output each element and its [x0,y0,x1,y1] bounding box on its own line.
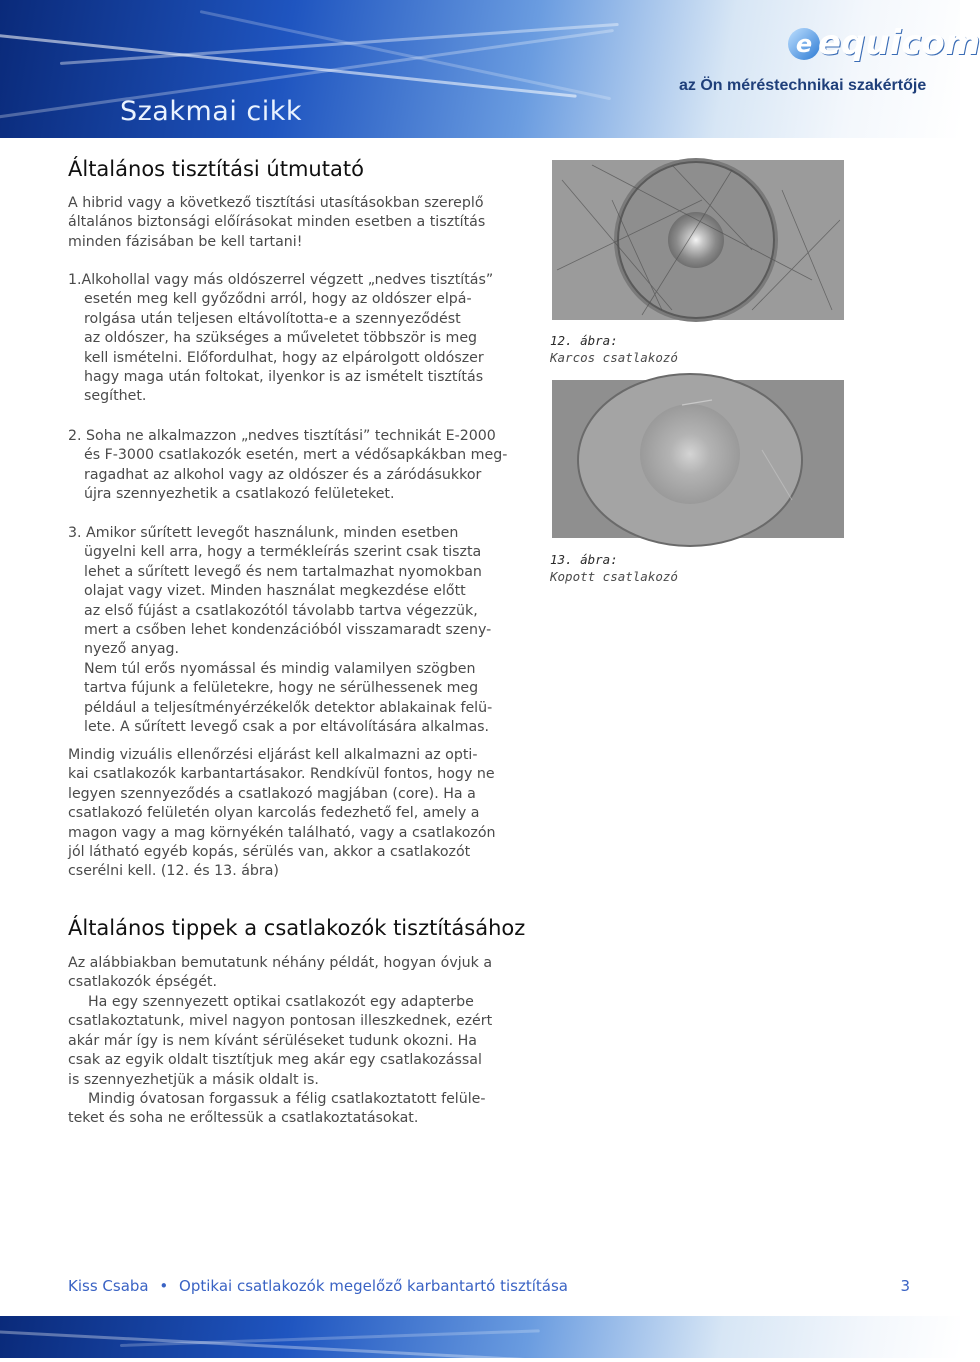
footer-separator: • [159,1277,169,1295]
bottom-banner [0,1316,960,1358]
tips-paragraph-3 [68,1090,508,1129]
text-line: olajat vagy vizet. Minden használat megkezdése előtt [84,583,466,600]
text-line: 3. Amikor sűrített levegőt használunk, minden esetben [68,525,459,541]
text-line: csatlakoztatunk, mivel nagyon pontosan illeszkednek, ezért [68,1013,493,1030]
figure-12-image [552,160,844,320]
text-line: például a teljesítményérzékelők detektor ablakainak felü- [84,699,493,716]
equicom-logo [788,22,980,64]
header-banner [0,0,980,138]
tips-paragraph-1 [68,954,508,993]
text-line: Ha egy szennyezett optikai csatlakozót egy adapterbe [88,994,474,1010]
text-line: csak az egyik oldalt tisztítjuk meg akár egy csatlakozással [68,1052,482,1069]
text-line: cserélni kell. (12. és 13. ábra) [68,863,279,880]
decorative-streak [60,23,619,65]
visual-inspection-paragraph [68,746,508,882]
figure-number: 13. ábra: [550,552,618,567]
text-line: teket és soha ne erőltessük a csatlakoztatásokat. [68,1110,419,1127]
text-line: általános biztonsági előírásokat minden esetben a tisztítás [68,214,486,231]
text-line: Mindig vizuális ellenőrzési eljárást kell alkalmazni az opti- [68,747,478,763]
figure-13-caption [550,551,678,585]
text-line: Nem túl erős nyomással és mindig valamilyen szögben [84,660,476,677]
text-line: Mindig óvatosan forgassuk a félig csatlakoztatott felüle- [88,1091,486,1107]
header-title: Szakmai cikk [120,96,303,127]
page-number: 3 [900,1277,910,1295]
text-line: legyen szennyeződés a csatlakozó magjában (core). Ha a [68,785,476,802]
text-line: is szennyezhetjük a másik oldalt is. [68,1071,319,1088]
figure-caption-text: Karcos csatlakozó [550,350,678,365]
tips-paragraph-2 [68,993,508,1090]
text-line: tartva fújunk a felületekre, hogy ne sérülhessenek meg [84,680,479,697]
text-line: az oldószer, ha szükséges a műveletet többször is meg [84,330,478,347]
text-line: kell ismételni. Előfordulhat, hogy az elpárolgott oldószer [84,349,484,366]
text-line: csatlakozó felületén olyan karcolás fedezhető fel, amely a [68,805,480,822]
text-line: és F-3000 csatlakozók esetén, mert a védősapkákban meg- [84,447,508,464]
intro-paragraph [68,194,508,252]
text-line: újra szennyezhetik a csatlakozó felületeket. [84,486,395,503]
figure-12-caption [550,332,678,366]
text-line: az első fújást a csatlakozótól távolabb tartva végezzük, [84,602,478,619]
figure-number: 12. ábra: [550,333,618,348]
list-item-3 [68,524,508,737]
text-line: nyező anyag. [84,641,180,658]
text-line: akár már így is nem kívánt sérüléseket tudunk okozni. Ha [68,1032,477,1049]
text-line: ragadhat az alkohol vagy az oldószer és a záródásukkor [84,466,482,483]
logo-e-icon: e [788,28,820,60]
text-line: rolgása után teljesen eltávolította-e a szennyeződést [84,310,461,327]
text-line: kai csatlakozók karbantartásakor. Rendkívül fontos, hogy ne [68,766,495,783]
text-line: csatlakozók épségét. [68,974,217,991]
footer-author: Kiss Csaba [68,1277,149,1295]
decorative-streak [120,1329,540,1347]
tagline: az Ön méréstechnikai szakértője [679,77,927,94]
list-item-1 [68,271,508,407]
text-line: magon vagy a mag környékén található, vagy a csatlakozón [68,824,496,841]
decorative-streak [200,10,611,100]
section-heading: Általános tippek a csatlakozók tisztításához [68,916,526,940]
text-line: 1.Alkohollal vagy más oldószerrel végzett „nedves tisztítás” [68,272,494,288]
text-line: A hibrid vagy a következő tisztítási utasításokban szereplő [68,195,484,211]
footer-article-title: Optikai csatlakozók megelőző karbantartó tisztítása [179,1277,568,1295]
figure-13-image [552,380,844,538]
text-line: segíthet. [84,388,147,405]
page-footer [68,1277,910,1299]
text-line: Az alábbiakban bemutatunk néhány példát, hogyan óvjuk a [68,955,493,971]
list-item-2 [68,427,508,505]
logo-text: equicom [818,23,980,63]
text-line: minden fázisában be kell tartani! [68,233,303,250]
figure-caption-text: Kopott csatlakozó [550,569,678,584]
text-line: mert a csőben lehet kondenzációból visszamaradt szeny- [84,622,492,639]
text-line: 2. Soha ne alkalmazzon „nedves tisztítási” technikát E-2000 [68,428,496,444]
text-line: ügyelni kell arra, hogy a termékleírás szerint csak tiszta [84,544,482,561]
scratched-connector-image [552,160,844,320]
decorative-streak [0,30,577,98]
text-line: lete. A sűrített levegő csak a por eltávolítására alkalmas. [84,719,490,736]
decorative-streak [0,29,614,121]
text-line: esetén meg kell győződni arról, hogy az oldószer elpá- [84,291,472,308]
text-line: lehet a sűrített levegő és nem tartalmazhat nyomokban [84,563,482,580]
text-line: jól látható egyéb kopás, sérülés van, akkor a csatlakozót [68,844,471,861]
section-heading: Általános tisztítási útmutató [68,157,364,181]
worn-connector-image [552,380,844,538]
text-line: hagy maga után foltokat, ilyenkor is az ismételt tisztítás [84,369,484,386]
